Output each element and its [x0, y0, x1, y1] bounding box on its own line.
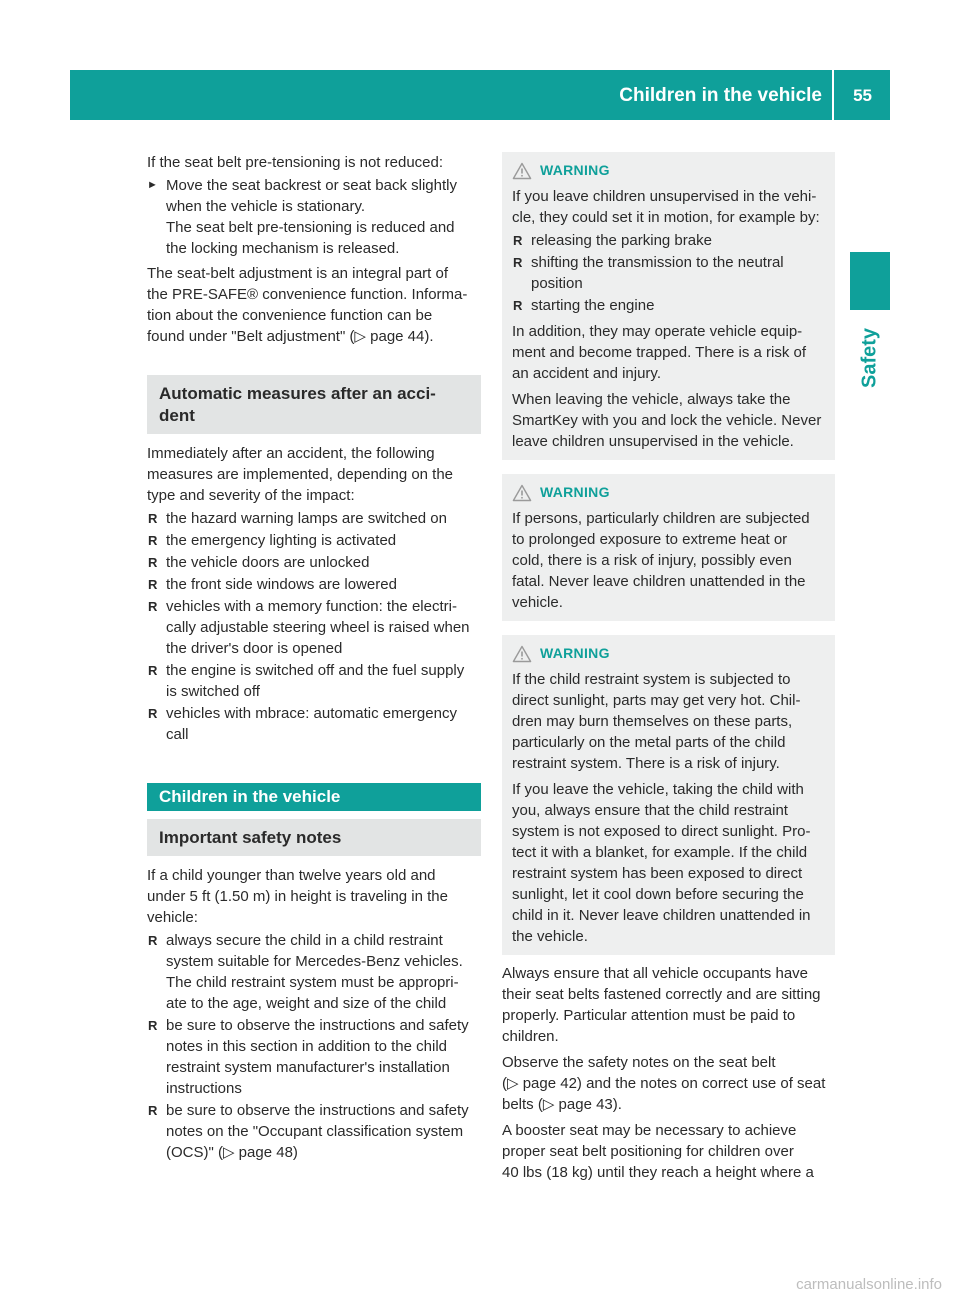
automatic-measures-intro: [147, 443, 481, 506]
text-line: you, always ensure that the child restraint: [512, 802, 788, 819]
warning-list: [512, 230, 825, 316]
header-bar: [70, 70, 890, 120]
text-line: 40 lbs (18 kg) until they reach a height where a: [502, 1164, 814, 1181]
text-line: child in it. Never leave children unattended in: [512, 907, 811, 924]
list-item-text: vehicles with a memory function: the electri-: [166, 598, 457, 615]
list-item: [147, 930, 481, 1014]
action-result-line: the locking mechanism is released.: [166, 240, 400, 257]
text-line: to prolonged exposure to extreme heat or: [512, 531, 788, 548]
text-line: found under "Belt adjustment" (▷ page 44).: [147, 328, 434, 345]
list-item-text: position: [531, 275, 583, 292]
text-line: sunlight, let it cool down before securing the: [512, 886, 804, 903]
automatic-measures-list: [147, 508, 481, 745]
list-item-text: cally adjustable steering wheel is raised when: [166, 619, 470, 636]
bullet-mark: R: [513, 298, 523, 313]
bullet-mark: R: [148, 663, 158, 678]
text-line: vehicle.: [512, 594, 563, 611]
text-line: Always ensure that all vehicle occupants have: [502, 965, 809, 982]
warning-box-temperature: [502, 474, 835, 621]
text-line: an accident and injury.: [512, 365, 661, 382]
list-item: [147, 596, 481, 659]
text-line: under 5 ft (1.50 m) in height is traveling in the: [147, 888, 448, 905]
text-line: If persons, particularly children are subjected: [512, 510, 810, 527]
section-heading-automatic-measures: [147, 375, 481, 434]
text-line: If the child restraint system is subjected to: [512, 671, 791, 688]
bullet-mark: R: [148, 599, 158, 614]
bullet-mark: R: [148, 555, 158, 570]
list-item-text: releasing the parking brake: [531, 232, 712, 249]
bullet-mark: R: [148, 1103, 158, 1118]
list-item-text: the front side windows are lowered: [166, 576, 397, 593]
warning-triangle-icon: [512, 162, 532, 180]
heading-line: dent: [159, 406, 195, 425]
action-result-line: The seat belt pre-tensioning is reduced and: [166, 219, 455, 236]
bullet-mark: R: [513, 233, 523, 248]
list-item-text: system suitable for Mercedes-Benz vehicles.: [166, 953, 463, 970]
text-line: In addition, they may operate vehicle equip-: [512, 323, 803, 340]
list-item-text: be sure to observe the instructions and safety: [166, 1017, 469, 1034]
bullet-mark: R: [513, 255, 523, 270]
text-line: system is not exposed to direct sunlight. Pro-: [512, 823, 811, 840]
list-item-text: (OCS)" (▷ page 48): [166, 1144, 298, 1161]
list-item-text: is switched off: [166, 683, 260, 700]
safety-notes-intro: [147, 865, 481, 928]
warning-box-unsupervised: [502, 152, 835, 460]
text-line: cold, there is a risk of injury, possibly even: [512, 552, 792, 569]
section-side-label: [848, 318, 892, 398]
section-heading-important-safety-notes: [147, 819, 481, 856]
body-paragraph: [502, 1052, 835, 1115]
action-arrow-icon: ►: [147, 179, 158, 191]
text-line: their seat belts fastened correctly and are sitting: [502, 986, 821, 1003]
text-line: ment and become trapped. There is a risk of: [512, 344, 807, 361]
header-divider: [832, 70, 834, 120]
bullet-mark: R: [148, 933, 158, 948]
adjustment-paragraph: [147, 263, 481, 347]
text-line: When leaving the vehicle, always take the: [512, 391, 791, 408]
bullet-mark: R: [148, 1018, 158, 1033]
list-item: [147, 508, 481, 529]
body-paragraph: [502, 963, 835, 1047]
list-item: [147, 1015, 481, 1099]
text-line: leave children unsupervised in the vehicle.: [512, 433, 794, 450]
list-item-text: instructions: [166, 1080, 242, 1097]
list-item-text: ate to the age, weight and size of the child: [166, 995, 447, 1012]
text-line: A booster seat may be necessary to achieve: [502, 1122, 797, 1139]
list-item: [147, 574, 481, 595]
warning-text: [512, 389, 825, 452]
page-number: 55: [853, 86, 872, 105]
list-item-text: notes on the "Occupant classification system: [166, 1123, 464, 1140]
list-item: [512, 295, 825, 316]
right-column: [502, 152, 835, 1188]
text-line: vehicle:: [147, 909, 198, 926]
text-line: belts (▷ page 43).: [502, 1096, 622, 1113]
warning-text: [512, 779, 825, 947]
warning-title: WARNING: [540, 645, 610, 661]
text-line: type and severity of the impact:: [147, 487, 355, 504]
text-line: The seat-belt adjustment is an integral part of: [147, 265, 448, 282]
text-line: the vehicle.: [512, 928, 588, 945]
text-line: direct sunlight, parts may get very hot. Chil-: [512, 692, 801, 709]
text-line: SmartKey with you and lock the vehicle. Never: [512, 412, 822, 429]
intro-paragraph: If the seat belt pre-tensioning is not reduced:: [147, 154, 444, 171]
text-line: properly. Particular attention must be paid to: [502, 1007, 796, 1024]
heading-line: Automatic measures after an acci-: [159, 384, 436, 403]
safety-notes-list: [147, 930, 481, 1163]
action-line: Move the seat backrest or seat back slightly: [166, 177, 457, 194]
warning-title: WARNING: [540, 484, 610, 500]
list-item-text: the driver's door is opened: [166, 640, 343, 657]
bullet-mark: R: [148, 577, 158, 592]
text-line: restraint system has been exposed to direct: [512, 865, 803, 882]
list-item: [147, 530, 481, 551]
list-item-text: restraint system manufacturer's installation: [166, 1059, 450, 1076]
left-column: [147, 152, 481, 1168]
list-item-text: starting the engine: [531, 297, 655, 314]
text-line: particularly on the metal parts of the child: [512, 734, 786, 751]
list-item: [512, 230, 825, 251]
text-line: tion about the convenience function can be: [147, 307, 433, 324]
heading-text: Children in the vehicle: [159, 787, 341, 806]
list-item: [147, 552, 481, 573]
list-item-text: notes in this section in addition to the child: [166, 1038, 448, 1055]
warning-triangle-icon: [512, 484, 532, 502]
warning-text: [512, 321, 825, 384]
bullet-mark: R: [148, 706, 158, 721]
list-item: [147, 660, 481, 702]
warning-header: [512, 160, 825, 181]
page-title: Children in the vehicle: [619, 85, 822, 106]
text-line: restraint system. There is a risk of injury.: [512, 755, 780, 772]
text-line: Immediately after an accident, the following: [147, 445, 435, 462]
warning-text: [512, 186, 825, 228]
list-item-text: the engine is switched off and the fuel supply: [166, 662, 465, 679]
section-heading-children-in-vehicle: [147, 783, 481, 811]
action-line: when the vehicle is stationary.: [166, 198, 365, 215]
text-line: the PRE-SAFE® convenience function. Informa-: [147, 286, 468, 303]
bullet-mark: R: [148, 511, 158, 526]
section-side-label-text: Safety: [858, 327, 881, 389]
text-line: If a child younger than twelve years old and: [147, 867, 436, 884]
text-line: measures are implemented, depending on the: [147, 466, 454, 483]
text-line: (▷ page 42) and the notes on correct use of seat: [502, 1075, 826, 1092]
warning-header: [512, 482, 825, 503]
list-item-text: be sure to observe the instructions and safety: [166, 1102, 469, 1119]
warning-text: [512, 508, 825, 613]
list-item: [147, 703, 481, 745]
text-line: cle, they could set it in motion, for example by:: [512, 209, 820, 226]
text-line: fatal. Never leave children unattended in the: [512, 573, 806, 590]
text-line: If you leave the vehicle, taking the child with: [512, 781, 804, 798]
text-line: proper seat belt positioning for children over: [502, 1143, 794, 1160]
warning-box-sunlight: [502, 635, 835, 955]
bullet-mark: R: [148, 533, 158, 548]
list-item: [147, 1100, 481, 1163]
heading-text: Important safety notes: [159, 828, 342, 847]
list-item-text: always secure the child in a child restraint: [166, 932, 443, 949]
list-item-text: shifting the transmission to the neutral: [531, 254, 784, 271]
body-paragraph: [502, 1120, 835, 1183]
text-line: tect it with a blanket, for example. If the child: [512, 844, 808, 861]
warning-triangle-icon: [512, 645, 532, 663]
text-line: Observe the safety notes on the seat belt: [502, 1054, 776, 1071]
text-line: If you leave children unsupervised in the vehi-: [512, 188, 817, 205]
list-item-text: the vehicle doors are unlocked: [166, 554, 370, 571]
warning-text: [512, 669, 825, 774]
warning-header: [512, 643, 825, 664]
list-item-text: vehicles with mbrace: automatic emergency: [166, 705, 457, 722]
list-item-text: The child restraint system must be appropri-: [166, 974, 459, 991]
section-tab-marker: [850, 252, 890, 310]
list-item-text: the hazard warning lamps are switched on: [166, 510, 447, 527]
list-item-text: call: [166, 726, 189, 743]
action-step: [147, 175, 481, 259]
list-item: [512, 252, 825, 294]
warning-title: WARNING: [540, 162, 610, 178]
text-line: dren may burn themselves on these parts,: [512, 713, 793, 730]
watermark: carmanualsonline.info: [796, 1276, 942, 1293]
text-line: children.: [502, 1028, 559, 1045]
list-item-text: the emergency lighting is activated: [166, 532, 397, 549]
